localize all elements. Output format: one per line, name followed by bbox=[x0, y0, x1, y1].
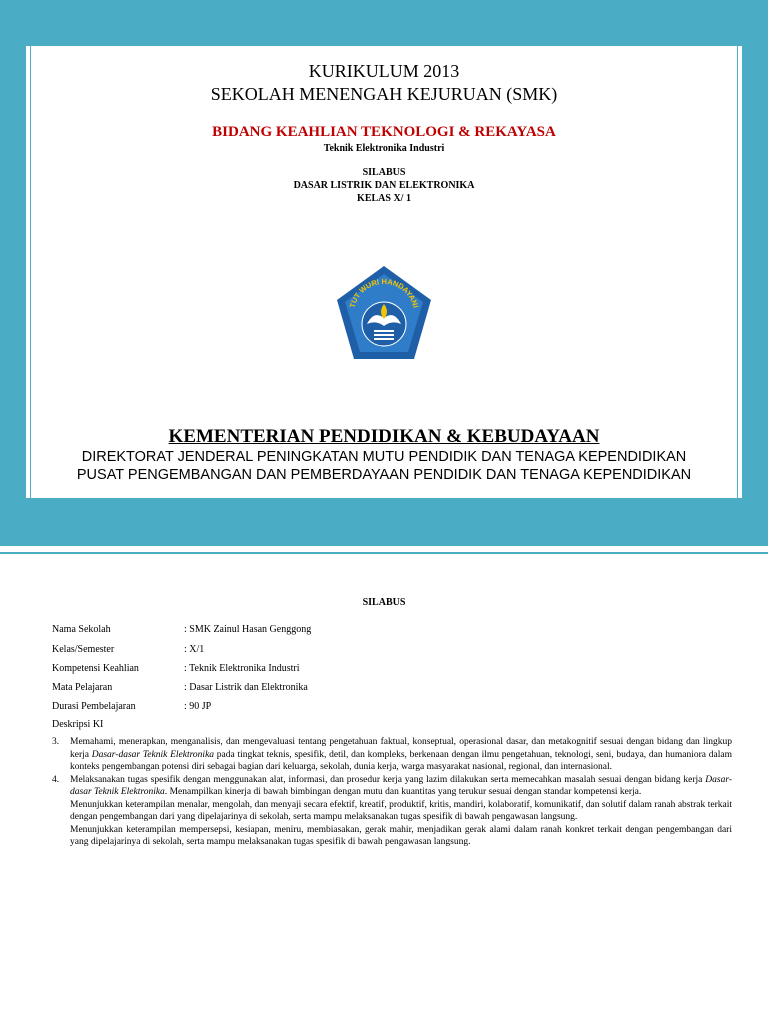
field-value: : SMK Zainul Hasan Genggong bbox=[184, 624, 312, 635]
cover-ministry: KEMENTERIAN PENDIDIKAN & KEBUDAYAAN bbox=[168, 426, 600, 447]
ki-3-text-pre: Memahami, menerapkan, menganalisis, dan mengevaluasi tentang pengetahuan faktual, konseptual, operasional dasar, dan metakognitif sesuai dengan bidang dan lingkup kerja bbox=[70, 737, 732, 760]
field-value: : 90 JP bbox=[184, 701, 212, 712]
field-label: Nama Sekolah bbox=[52, 624, 111, 635]
ki-3-text bbox=[70, 736, 732, 774]
field-label: Durasi Pembelajaran bbox=[52, 701, 136, 712]
field-label: Kelas/Semester bbox=[52, 644, 115, 655]
syllabus-title: SILABUS bbox=[362, 597, 406, 608]
ki-4-paragraph-2: Menunjukkan keterampilan menalar, mengolah, dan menyaji secara efektif, kreatif, produktif, kritis, mandiri, kolaboratif, komunikatif, dan solutif dalam ranah abstrak terkait dengan pengembangan dari yang dipelajarinya di sekolah, serta mampu melaksanakan tugas spesifik di bawah pengawasan langsung. bbox=[70, 799, 732, 822]
field-value: : Teknik Elektronika Industri bbox=[184, 663, 300, 674]
ki-3-text-post: pada tingkat teknis, spesifik, detil, dan kompleks, berkenaan dengan ilmu pengetahuan, teknologi, seni, budaya, dan humaniora dalam konteks pengembangan potensi diri sebagai bagian dari keluarga, sekolah, dunia kerja, warga masyarakat nasional, regional, dan internasional. bbox=[70, 749, 732, 772]
cover-doc-type: SILABUS bbox=[362, 167, 406, 178]
cover-title-smk: SEKOLAH MENENGAH KEJURUAN (SMK) bbox=[210, 84, 558, 104]
ki-4-text bbox=[70, 774, 732, 799]
cover-program-keahlian: Teknik Elektronika Industri bbox=[323, 143, 445, 154]
ki-number: 4. bbox=[52, 774, 60, 785]
ki-3-text-italic: Dasar-dasar Teknik Elektronika bbox=[91, 749, 215, 760]
cover-center: PUSAT PENGEMBANGAN DAN PEMBERDAYAAN PENDIDIK DAN TENAGA KEPENDIDIKAN bbox=[76, 467, 692, 483]
field-label: Mata Pelajaran bbox=[52, 682, 113, 693]
cover-bottom-border bbox=[0, 498, 768, 546]
tut-wuri-handayani-logo-icon bbox=[334, 264, 434, 364]
ki-4-text-pre: Melaksanakan tugas spesifik dengan menggunakan alat, informasi, dan prosedur kerja yang lazim dilakukan serta memecahkan masalah sesuai dengan bidang kerja bbox=[70, 774, 706, 785]
cover-bottom-line bbox=[0, 552, 768, 554]
cover-directorate: DIREKTORAT JENDERAL PENINGKATAN MUTU PENDIDIK DAN TENAGA KEPENDIDIKAN bbox=[81, 449, 687, 465]
cover-mata-pelajaran: DASAR LISTRIK DAN ELEKTRONIKA bbox=[293, 180, 475, 191]
cover-top-border bbox=[0, 0, 768, 46]
field-value: : Dasar Listrik dan Elektronika bbox=[184, 682, 308, 693]
ki-number: 3. bbox=[52, 737, 60, 747]
ki-item-3 bbox=[52, 736, 732, 774]
ki-4-paragraph-3: Menunjukkan keterampilan mempersepsi, kesiapan, meniru, membiasakan, gerak mahir, menjadikan gerak alami dalam ranah konkret terkait dengan pengembangan dari yang dipelajarinya di sekolah, serta mampu melaksanakan tugas spesifik di bawah pengawasan langsung. bbox=[70, 824, 732, 847]
field-label: Deskripsi KI bbox=[52, 719, 104, 730]
ki-item-4 bbox=[52, 774, 732, 849]
field-label: Kompetensi Keahlian bbox=[52, 663, 139, 674]
cover-title-kurikulum: KURIKULUM 2013 bbox=[308, 61, 460, 81]
cover-kelas: KELAS X/ 1 bbox=[357, 193, 411, 204]
svg-text:TUT WURI HANDAYANI: TUT WURI HANDAYANI bbox=[347, 276, 421, 309]
cover-bidang-keahlian: BIDANG KEAHLIAN TEKNOLOGI & REKAYASA bbox=[212, 124, 556, 140]
ki-4-text-italic: Dasar-dasar Teknik Elektronika bbox=[70, 774, 732, 797]
field-value: : X/1 bbox=[184, 644, 205, 655]
ki-4-text-post: . Menampilkan kinerja di bawah bimbingan dengan mutu dan kuantitas yang terukur sesuai dengan standar kompetensi kerja. bbox=[164, 787, 642, 797]
ki-list bbox=[52, 736, 732, 849]
